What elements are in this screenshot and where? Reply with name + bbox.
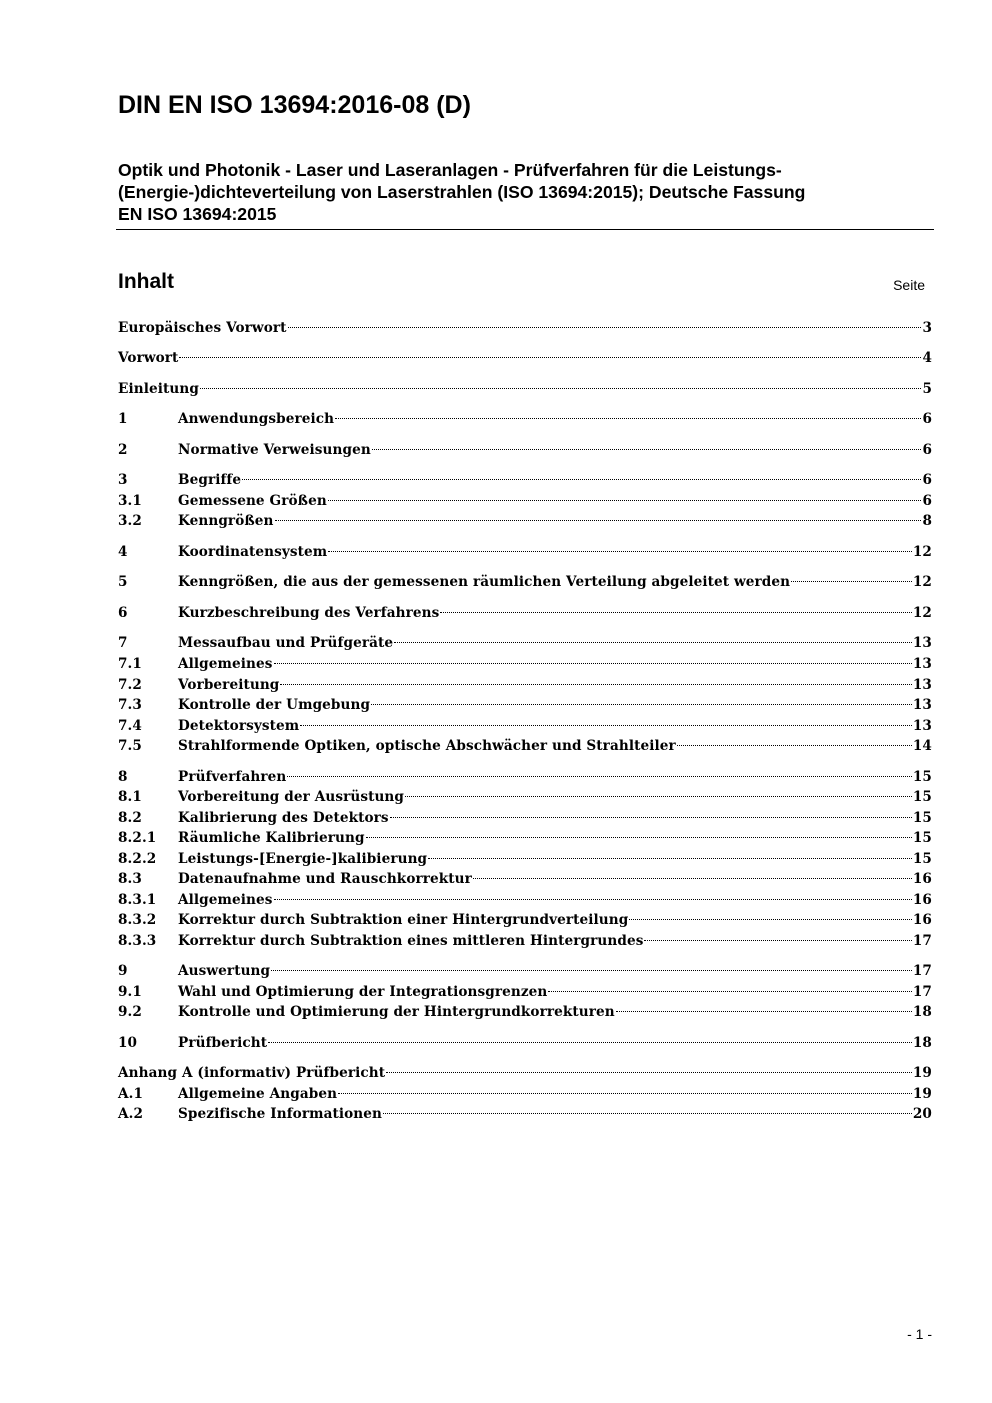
document-subtitle — [118, 159, 934, 225]
toc-entry[interactable] — [118, 572, 932, 592]
toc-dot-leader — [328, 500, 922, 501]
toc-dot-leader — [275, 520, 922, 521]
subtitle-line: Optik und Photonik - Laser und Laseranlagen - Prüfverfahren für die Leistungs- — [118, 160, 782, 180]
toc-entry[interactable] — [118, 1033, 932, 1053]
toc-entry[interactable] — [118, 470, 932, 490]
page-number: - 1 - — [907, 1326, 932, 1342]
toc-entry[interactable] — [118, 828, 932, 848]
toc-entry[interactable] — [118, 491, 932, 511]
toc-entry-title: Prüfbericht — [178, 1035, 268, 1051]
toc-dot-leader — [242, 479, 921, 480]
toc-dot-leader — [200, 388, 922, 389]
toc-entry-title: Kenngrößen, die aus der gemessenen räumlichen Verteilung abgeleitet werden — [178, 574, 791, 590]
toc-entry-number: A.1 — [118, 1086, 144, 1102]
toc-entry-title: Allgemeines — [178, 892, 273, 908]
toc-entry-title: Spezifische Informationen — [178, 1106, 382, 1122]
toc-entry-number: 6 — [118, 605, 128, 621]
toc-dot-leader — [274, 663, 912, 664]
toc-entry-page: 13 — [912, 635, 932, 651]
toc-entry-page: 13 — [912, 697, 932, 713]
toc-entry[interactable] — [118, 736, 932, 756]
toc-dot-leader — [394, 642, 912, 643]
toc-entry-page: 12 — [912, 544, 932, 560]
toc-entry[interactable] — [118, 716, 932, 736]
toc-entry-title: Vorbereitung — [178, 677, 280, 693]
toc-dot-leader — [548, 991, 911, 992]
toc-entry-title: Messaufbau und Prüfgeräte — [178, 635, 394, 651]
toc-entry-page: 12 — [912, 605, 932, 621]
toc-entry-number: 7.2 — [118, 677, 142, 693]
toc-entry-title: Begriffe — [178, 472, 242, 488]
toc-entry[interactable] — [118, 511, 932, 531]
toc-entry-page: 16 — [912, 871, 932, 887]
toc-entry-page: 17 — [912, 933, 932, 949]
toc-dot-leader — [383, 1113, 912, 1114]
toc-entry-page: 6 — [922, 472, 932, 488]
toc-dot-leader — [644, 940, 911, 941]
toc-entry-page: 20 — [912, 1106, 932, 1122]
subtitle-line: EN ISO 13694:2015 — [118, 204, 277, 224]
toc-dot-leader — [300, 725, 912, 726]
toc-entry-number: 7.5 — [118, 738, 142, 754]
toc-dot-leader — [287, 776, 912, 777]
toc-dot-leader — [677, 745, 912, 746]
toc-entry-title: Detektorsystem — [178, 718, 300, 734]
toc-entry[interactable] — [118, 931, 932, 951]
toc-entry-title: Koordinatensystem — [178, 544, 328, 560]
toc-entry-page: 17 — [912, 984, 932, 1000]
toc-entry-title: Anwendungsbereich — [178, 411, 335, 427]
toc-entry[interactable] — [118, 633, 932, 653]
toc-entry-page: 17 — [912, 963, 932, 979]
toc-entry-title: Korrektur durch Subtraktion einer Hintergrundverteilung — [178, 912, 629, 928]
toc-entry-title: Allgemeines — [178, 656, 273, 672]
toc-entry-title: Anhang A (informativ) Prüfbericht — [118, 1065, 386, 1081]
toc-entry-number: 10 — [118, 1035, 138, 1051]
toc-entry-number: 8.1 — [118, 789, 142, 805]
toc-entry[interactable] — [118, 318, 932, 338]
toc-entry-title: Vorwort — [118, 350, 179, 366]
toc-dot-leader — [280, 684, 911, 685]
toc-entry-page: 13 — [912, 656, 932, 672]
toc-entry-title: Kontrolle und Optimierung der Hintergrundkorrekturen — [178, 1004, 615, 1020]
toc-dot-leader — [328, 551, 912, 552]
toc-entry-title: Strahlformende Optiken, optische Abschwächer und Strahlteiler — [178, 738, 676, 754]
toc-entry-page: 13 — [912, 677, 932, 693]
toc-entry-page: 6 — [922, 411, 932, 427]
toc-entry[interactable] — [118, 849, 932, 869]
toc-entry-number: 7.3 — [118, 697, 142, 713]
toc-dot-leader — [179, 357, 921, 358]
toc-entry[interactable] — [118, 890, 932, 910]
toc-entry-number: 8.2 — [118, 810, 142, 826]
toc-entry[interactable] — [118, 1063, 932, 1083]
toc-entry[interactable] — [118, 869, 932, 889]
toc-dot-leader — [386, 1072, 912, 1073]
toc-entry-title: Kontrolle der Umgebung — [178, 697, 371, 713]
toc-entry-number: 8.3.2 — [118, 912, 157, 928]
toc-dot-leader — [338, 1093, 912, 1094]
toc-entry-page: 15 — [912, 769, 932, 785]
toc-entry-number: 7.1 — [118, 656, 142, 672]
toc-entry-page: 19 — [912, 1086, 932, 1102]
toc-entry-title: Datenaufnahme und Rauschkorrektur — [178, 871, 472, 887]
toc-entry-title: Einleitung — [118, 381, 199, 397]
toc-entry-title: Kalibrierung des Detektors — [178, 810, 389, 826]
toc-entry-page: 15 — [912, 851, 932, 867]
toc-entry-number: 7 — [118, 635, 128, 651]
toc-entry-page: 18 — [912, 1004, 932, 1020]
toc-entry-page: 15 — [912, 789, 932, 805]
toc-entry[interactable] — [118, 603, 932, 623]
toc-entry-number: 8.2.1 — [118, 830, 157, 846]
toc-entry-title: Kenngrößen — [178, 513, 274, 529]
toc-entry-title: Gemessene Größen — [178, 493, 327, 509]
toc-entry-title: Wahl und Optimierung der Integrationsgrenzen — [178, 984, 548, 1000]
toc-dot-leader — [616, 1011, 912, 1012]
toc-entry-number: 3 — [118, 472, 128, 488]
toc-entry-number: 3.1 — [118, 493, 142, 509]
toc-entry-page: 5 — [922, 381, 932, 397]
toc-entry-title: Europäisches Vorwort — [118, 320, 287, 336]
toc-dot-leader — [274, 899, 912, 900]
toc-entry[interactable] — [118, 542, 932, 562]
toc-entry[interactable] — [118, 675, 932, 695]
toc-dot-leader — [428, 858, 912, 859]
toc-entry-number: 9.1 — [118, 984, 142, 1000]
toc-entry-page: 6 — [922, 442, 932, 458]
toc-heading: Inhalt — [118, 270, 174, 293]
toc-entry-number: 1 — [118, 411, 128, 427]
toc-entry-page: 18 — [912, 1035, 932, 1051]
toc-dot-leader — [271, 970, 912, 971]
toc-entry-number: 2 — [118, 442, 128, 458]
toc-dot-leader — [371, 704, 912, 705]
toc-entry-number: 5 — [118, 574, 128, 590]
document-title: DIN EN ISO 13694:2016-08 (D) — [118, 91, 471, 119]
toc-entry-page: 19 — [912, 1065, 932, 1081]
toc-dot-leader — [366, 837, 912, 838]
toc-entry-title: Vorbereitung der Ausrüstung — [178, 789, 405, 805]
toc-entry[interactable] — [118, 982, 932, 1002]
toc-dot-leader — [440, 612, 912, 613]
toc-dot-leader — [791, 581, 912, 582]
toc-entry-title: Auswertung — [178, 963, 271, 979]
page-column-label: Seite — [893, 277, 925, 293]
toc-entry-page: 16 — [912, 892, 932, 908]
toc-entry-page: 3 — [922, 320, 932, 336]
toc-dot-leader — [268, 1042, 912, 1043]
toc-dot-leader — [390, 817, 912, 818]
toc-entry-page: 14 — [912, 738, 932, 754]
toc-entry-page: 13 — [912, 718, 932, 734]
toc-entry[interactable] — [118, 808, 932, 828]
toc-entry-number: 9.2 — [118, 1004, 142, 1020]
toc-entry-page: 6 — [922, 493, 932, 509]
toc-entry-number: 4 — [118, 544, 128, 560]
toc-dot-leader — [288, 327, 922, 328]
toc-entry[interactable] — [118, 910, 932, 930]
toc-entry-number: 3.2 — [118, 513, 142, 529]
toc-dot-leader — [629, 919, 912, 920]
toc-entry-number: A.2 — [118, 1106, 144, 1122]
toc-entry-page: 4 — [922, 350, 932, 366]
toc-entry-page: 15 — [912, 830, 932, 846]
toc-entry-number: 8.2.2 — [118, 851, 157, 867]
toc-entry-page: 8 — [922, 513, 932, 529]
toc-entry-number: 9 — [118, 963, 128, 979]
toc-entry[interactable] — [118, 695, 932, 715]
subtitle-line: (Energie-)dichteverteilung von Laserstrahlen (ISO 13694:2015); Deutsche Fassung — [118, 182, 806, 202]
toc-entry-page: 15 — [912, 810, 932, 826]
toc-entry[interactable] — [118, 767, 932, 787]
toc-dot-leader — [335, 418, 921, 419]
toc-entry-title: Räumliche Kalibrierung — [178, 830, 365, 846]
toc-entry[interactable] — [118, 654, 932, 674]
toc-entry-number: 8.3.3 — [118, 933, 157, 949]
toc-entry-number: 8.3 — [118, 871, 142, 887]
toc-entry-page: 16 — [912, 912, 932, 928]
toc-entry-title: Kurzbeschreibung des Verfahrens — [178, 605, 440, 621]
toc-entry-title: Korrektur durch Subtraktion eines mittleren Hintergrundes — [178, 933, 644, 949]
toc-entry-number: 7.4 — [118, 718, 142, 734]
toc-entry[interactable] — [118, 1104, 932, 1124]
toc-entry[interactable] — [118, 1002, 932, 1022]
toc-dot-leader — [372, 449, 922, 450]
toc-entry[interactable] — [118, 409, 932, 429]
toc-entry-number: 8.3.1 — [118, 892, 157, 908]
toc-entry[interactable] — [118, 379, 932, 399]
toc-entry[interactable] — [118, 961, 932, 981]
toc-entry-title: Allgemeine Angaben — [178, 1086, 338, 1102]
title-divider — [116, 229, 934, 230]
toc-entry[interactable] — [118, 348, 932, 368]
toc-entry-title: Leistungs-[Energie-]kalibierung — [178, 851, 428, 867]
toc-entry[interactable] — [118, 440, 932, 460]
toc-entry[interactable] — [118, 787, 932, 807]
toc-entry-number: 8 — [118, 769, 128, 785]
toc-entry-page: 12 — [912, 574, 932, 590]
toc-entry[interactable] — [118, 1084, 932, 1104]
toc-dot-leader — [473, 878, 912, 879]
toc-dot-leader — [405, 796, 912, 797]
toc-entry-title: Prüfverfahren — [178, 769, 287, 785]
toc-entry-title: Normative Verweisungen — [178, 442, 371, 458]
